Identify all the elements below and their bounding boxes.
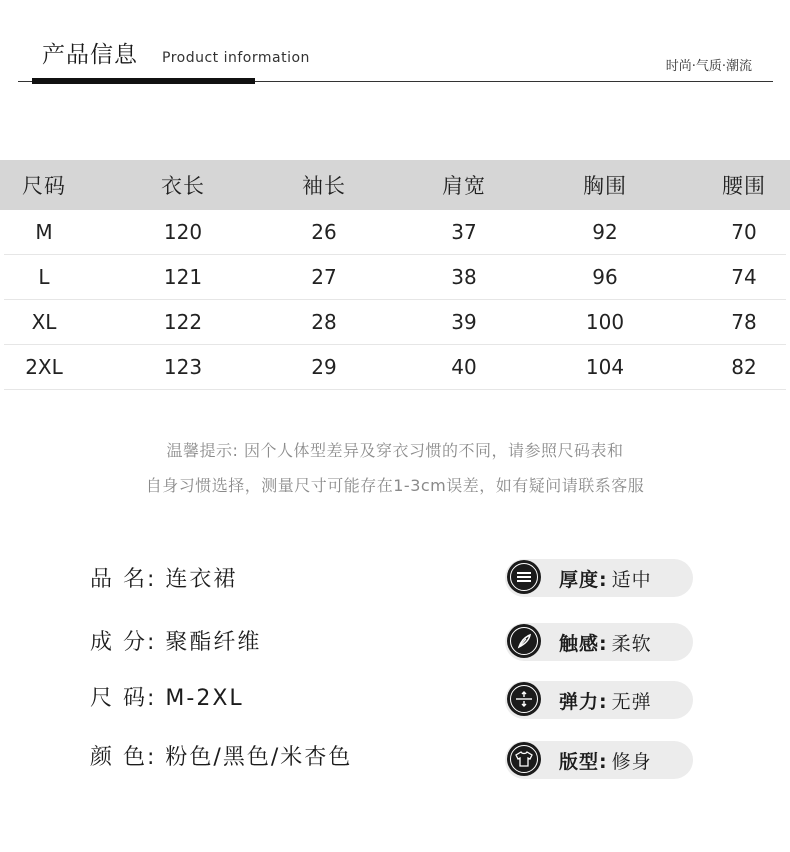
section-title: 产品信息	[42, 42, 138, 68]
table-cell: 70	[731, 220, 757, 244]
attribute-value: 无弹	[611, 690, 652, 713]
table-cell: 40	[451, 355, 477, 379]
detail-value: 连衣裙	[165, 567, 238, 592]
attribute-value: 修身	[611, 750, 652, 773]
section-subtitle: Product information	[162, 50, 310, 66]
table-cell: 82	[731, 355, 757, 379]
detail-key: 品 名:	[90, 567, 157, 592]
attribute-thickness	[505, 559, 693, 597]
table-cell: 100	[585, 310, 625, 334]
table-cell: 96	[592, 265, 618, 289]
attribute-fit	[505, 741, 693, 779]
detail-value: 聚酯纤维	[165, 630, 262, 655]
column-header-waist: 腰围	[722, 174, 766, 198]
detail-value: M-2XL	[165, 686, 244, 711]
column-header-size: 尺码	[22, 174, 66, 198]
detail-material	[90, 628, 261, 658]
detail-key: 颜 色:	[90, 745, 157, 770]
table-row	[4, 345, 786, 390]
notice-line-1: 温馨提示: 因个人体型差异及穿衣习惯的不同，请参照尺码表和	[166, 441, 624, 460]
table-cell: 28	[311, 310, 337, 334]
column-header-length: 衣长	[161, 174, 205, 198]
detail-key: 尺 码:	[90, 686, 157, 711]
table-cell: M	[35, 220, 53, 244]
attribute-value: 柔软	[611, 632, 652, 655]
table-cell: 74	[731, 265, 757, 289]
detail-value: 粉色/黑色/米杏色	[165, 745, 353, 770]
tshirt-icon	[507, 742, 541, 776]
attribute-label: 版型:	[559, 750, 608, 773]
table-cell: 2XL	[25, 355, 63, 379]
attribute-elasticity	[505, 681, 693, 719]
size-table	[0, 160, 790, 390]
attribute-touch	[505, 623, 693, 661]
column-header-bust: 胸围	[583, 174, 627, 198]
column-header-sleeve: 袖长	[302, 174, 346, 198]
size-table-header	[0, 160, 790, 210]
header-accent-bar	[32, 78, 255, 84]
table-cell: 78	[731, 310, 757, 334]
column-header-shoulder: 肩宽	[442, 174, 486, 198]
table-cell: XL	[31, 310, 57, 334]
table-cell: 104	[585, 355, 625, 379]
detail-size	[90, 684, 244, 714]
detail-key: 成 分:	[90, 630, 157, 655]
table-cell: 92	[592, 220, 618, 244]
detail-color	[90, 743, 352, 773]
table-cell: 120	[163, 220, 203, 244]
table-cell: 29	[311, 355, 337, 379]
table-cell: 121	[163, 265, 203, 289]
table-row	[4, 210, 786, 255]
feather-icon	[507, 624, 541, 658]
table-cell: L	[38, 265, 50, 289]
table-row	[4, 300, 786, 345]
detail-name	[90, 565, 237, 595]
table-row	[4, 255, 786, 300]
table-cell: 37	[451, 220, 477, 244]
table-cell: 27	[311, 265, 337, 289]
notice-line-2: 自身习惯选择，测量尺寸可能存在1-3cm误差，如有疑问请联系客服	[145, 476, 645, 495]
layers-icon	[507, 560, 541, 594]
attribute-label: 触感:	[559, 632, 608, 655]
table-cell: 38	[451, 265, 477, 289]
table-cell: 122	[163, 310, 203, 334]
table-cell: 123	[163, 355, 203, 379]
attribute-value: 适中	[611, 568, 652, 591]
table-cell: 26	[311, 220, 337, 244]
stretch-icon	[507, 682, 541, 716]
attribute-label: 弹力:	[559, 690, 608, 713]
attribute-label: 厚度:	[559, 568, 608, 591]
section-tagline: 时尚·气质·潮流	[665, 59, 752, 74]
table-cell: 39	[451, 310, 477, 334]
